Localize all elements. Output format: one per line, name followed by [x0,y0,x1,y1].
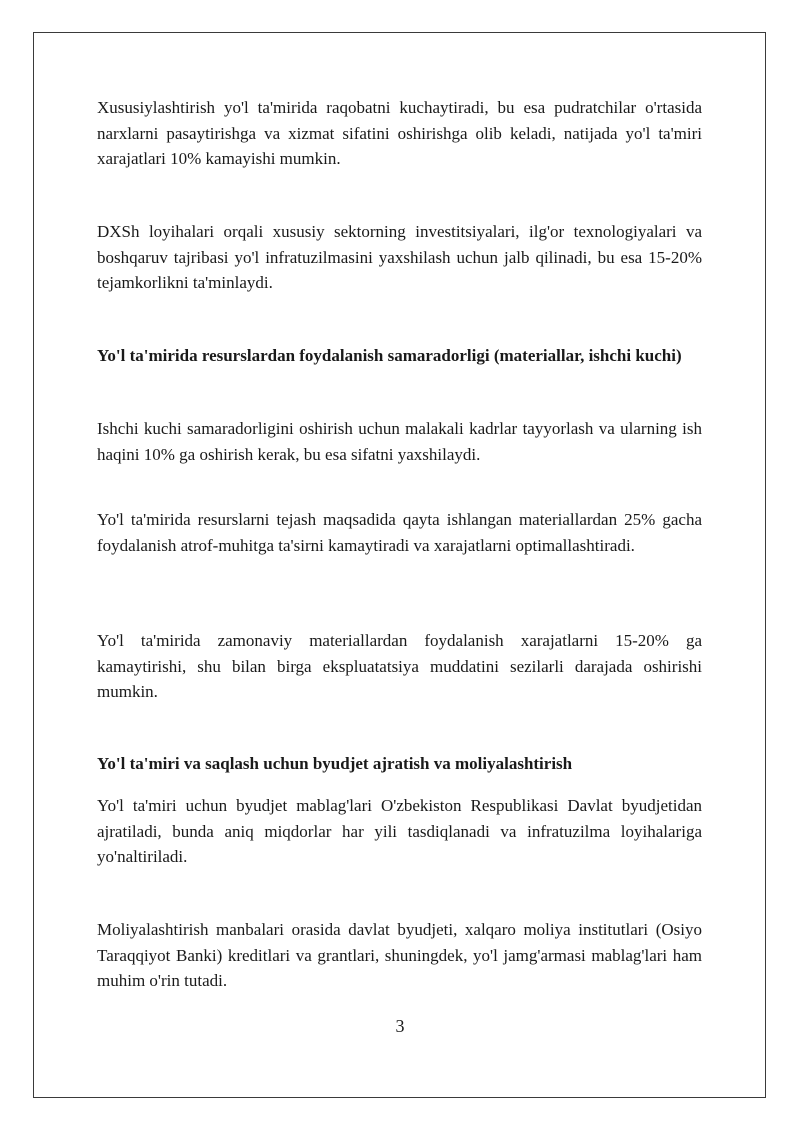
heading-resource-efficiency: Yo'l ta'mirida resurslardan foydalanish samaradorligi (materiallar, ishchi kuchi) [97,346,682,365]
paragraph-ppp-projects: DXSh loyihalari orqali xususiy sektorning investitsiyalari, ilg'or texnologiyalari va boshqaruv tajribasi yo'l infratuzilmasini yaxshilash uchun jalb qilinadi, bu esa 15-20% tejamkorlikni ta'minlaydi. [97,222,702,292]
heading-budget-financing: Yo'l ta'miri va saqlash uchun byudjet ajratish va moliyalashtirish [97,754,573,773]
paragraph-labor-efficiency: Ishchi kuchi samaradorligini oshirish uchun malakali kadrlar tayyorlash va ularning ish haqini 10% ga oshirish kerak, bu esa sifatni yaxshilaydi. [97,419,702,464]
paragraph-privatization: Xususiylashtirish yo'l ta'mirida raqobatni kuchaytiradi, bu esa pudratchilar o'rtasida narxlarni pasaytirishga va xizmat sifatini oshirishga olib keladi, natijada yo'l ta'miri xarajatlari 10% kamayishi mumkin. [97,98,702,168]
paragraph-modern-materials: Yo'l ta'mirida zamonaviy materiallardan foydalanish xarajatlarni 15-20% ga kamaytirishi, shu bilan birga ekspluatatsiya muddatini sezilarli darajada oshirishi mumkin. [97,631,702,701]
paragraph-funding-sources: Moliyalashtirish manbalari orasida davlat byudjeti, xalqaro moliya institutlari (Osiyo Taraqqiyot Banki) kreditlari va grantlari, shuningdek, yo'l jamg'armasi mablag'lari ham muhim o'rin tutadi. [97,920,702,990]
paragraph-recycled-materials: Yo'l ta'mirida resurslarni tejash maqsadida qayta ishlangan materiallardan 25% gacha foydalanish atrof-muhitga ta'sirni kamaytiradi va xarajatlarni optimallashtiradi. [97,510,702,555]
page-number: 3 [395,1016,405,1036]
paragraph-state-budget: Yo'l ta'miri uchun byudjet mablag'lari O'zbekiston Respublikasi Davlat byudjetidan ajratiladi, bunda aniq miqdorlar har yili tasdiqlanadi va infratuzilma loyihalariga yo'naltiriladi. [97,796,702,866]
